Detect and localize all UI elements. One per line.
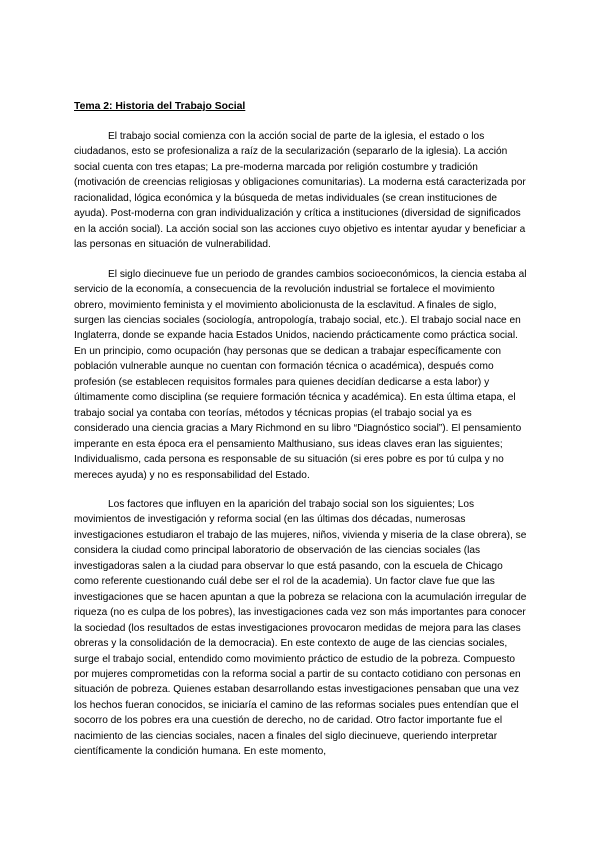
document-page (74, 100, 527, 774)
paragraph-accion-social: El trabajo social comienza con la acción social de parte de la iglesia, el estado o los ciudadanos, esto se profesionaliza a raíz de la secularización (separarlo de la iglesia). La acción social cuenta con tres etapas; La pre-moderna marcada por religión costumbre y tradición (motivación de creencias religiosas y obligaciones comunitarias). La moderna está caracterizada por racionalidad, lógica económica y la búsqueda de metas individuales (se crean instituciones de ayuda). Post-moderna con gran individualización y crítica a instituciones (diversidad de significados en la acción social). La acción social son las acciones cuyo objetivo es intentar ayudar y beneficiar a las personas en situación de vulnerabilidad. (74, 131, 526, 251)
paragraph-factores: Los factores que influyen en la aparición del trabajo social son los siguientes; Los movimientos de investigación y reforma social (en las últimas dos décadas, numerosas investigaciones estudiaron el trabajo de las mujeres, niños, vivienda y miseria de la clase obrera), se considera la ciudad como principal laboratorio de observación de las ciencias sociales (las investigadoras salen a la ciudad para observar lo que está pasando, con la escuela de Chicago como referente cuestionando cuál debe ser el rol de la academia). Un factor clave fue que las investigaciones que se hacen apuntan a que la pobreza se relaciona con la acumulación irregular de riqueza (no es culpa de los pobres), las investigaciones cada vez son más importantes para conocer la sociedad (los resultados de estas investigaciones provocaron medidas de mejora para las clases obreras y la consolidación de la democracia). En este contexto de auge de las ciencias sociales, surge el trabajo social, entendido como movimiento práctico de estudio de la pobreza. Compuesto por mujeres comprometidas con la reforma social a partir de su contacto cotidiano con personas en situación de pobreza. Quienes estaban desarrollando estas investigaciones pensaban que una vez los hechos fueran conocidos, se iniciaría el camino de las reformas sociales pues entendían que el socorro de los pobres era una cuestión de derecho, no de caridad. Otro factor importante fue el nacimiento de las ciencias sociales, nacen a finales del siglo diecinueve, queriendo interpretar científicamente la condición humana. En este momento, (74, 498, 527, 758)
page-title: Tema 2: Historia del Trabajo Social (74, 101, 246, 112)
paragraph-siglo-diecinueve: El siglo diecinueve fue un periodo de grandes cambios socioeconómicos, la ciencia estaba al servicio de la economía, a consecuencia de la revolución industrial se fortalece el movimiento obrero, movimiento feminista y el movimiento abolicionusta de la esclavitud. A finales de siglo, surgen las ciencias sociales (sociología, antropología, trabajo social, etc.). El trabajo social nace en Inglaterra, donde se expande hacia Estados Unidos, naciendo prácticamente como práctica social. En un principio, como ocupación (hay personas que se dedican a trabajar específicamente con población vulnerable aunque no cuentan con formación técnica o académica), después como profesión (se establecen requisitos formales para quienes decidían dedicarse a esta labor) y últimamente como disciplina (se requiere formación técnica y académica). En esta última etapa, el trabajo social ya contaba con teorías, métodos y técnicas propias (el trabajo social ya es considerado una ciencia gracias a Mary Richmond en su libro “Diagnóstico social”). El pensamiento imperante en esta época era el pensamiento Malthusiano, sus ideas claves eran las siguientes; Individualismo, cada persona es responsable de su situación (si eres pobre es por tú culpa y no mereces ayuda) y no es responsabilidad del Estado. (74, 268, 527, 481)
